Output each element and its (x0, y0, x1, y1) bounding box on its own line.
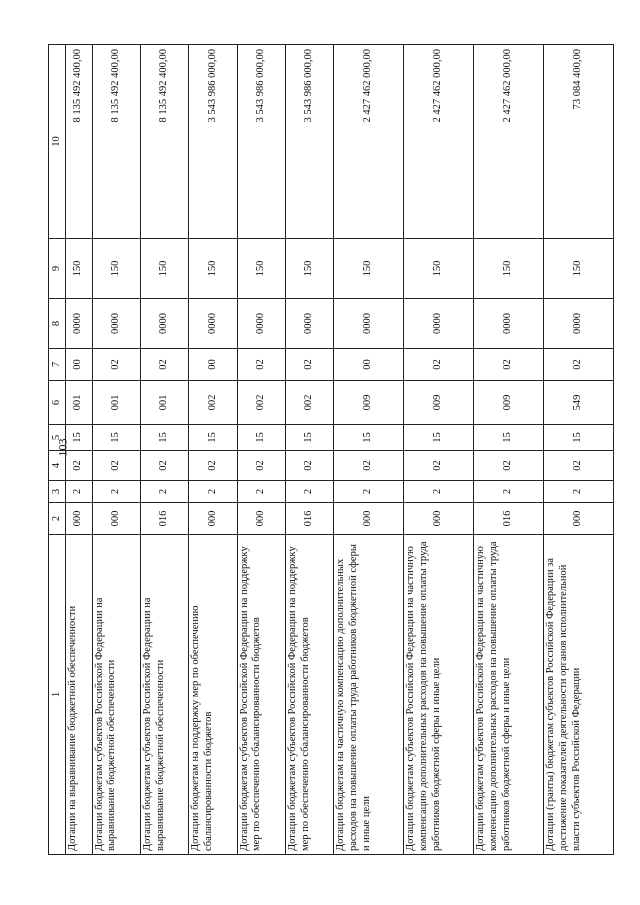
subgroup-cell: 02 (237, 451, 285, 481)
article-cell: 15 (544, 425, 614, 451)
classification-cell: 150 (237, 239, 285, 299)
group-cell: 2 (92, 481, 140, 503)
program-cell: 0000 (404, 299, 474, 349)
table-row (237, 45, 285, 855)
admin-code-cell: 000 (66, 503, 93, 535)
subgroup-cell: 02 (92, 451, 140, 481)
amount-cell: 73 084 400,00 (544, 45, 614, 239)
subgroup-cell: 02 (474, 451, 544, 481)
amount-cell: 8 135 492 400,00 (66, 45, 93, 239)
amount-cell: 2 427 462 000,00 (334, 45, 404, 239)
amount-cell: 8 135 492 400,00 (92, 45, 140, 239)
subgroup-cell: 02 (404, 451, 474, 481)
subarticle-cell: 002 (237, 381, 285, 425)
table-container (48, 45, 614, 855)
amount-cell: 2 427 462 000,00 (474, 45, 544, 239)
article-cell: 15 (237, 425, 285, 451)
row-name-cell: Дотации бюджетам на поддержку мер по обеспечению сбалансированности бюджетов (189, 535, 237, 855)
article-cell: 15 (474, 425, 544, 451)
row-name-cell: Дотации на выравнивание бюджетной обеспеченности (66, 535, 93, 855)
group-cell: 2 (66, 481, 93, 503)
subarticle-cell: 001 (141, 381, 189, 425)
admin-code-cell: 000 (334, 503, 404, 535)
element-cell: 02 (92, 349, 140, 381)
article-cell: 15 (285, 425, 333, 451)
table-row (334, 45, 404, 855)
subarticle-cell: 549 (544, 381, 614, 425)
table-row (66, 45, 93, 855)
article-cell: 15 (189, 425, 237, 451)
table-row (92, 45, 140, 855)
program-cell: 0000 (92, 299, 140, 349)
row-name-cell: Дотации (гранты) бюджетам субъектов Российской Федерации за достижение показателей деятельности органов исполнительной власти субъектов Российской Федерации (544, 535, 614, 855)
col-header-1: 1 (49, 535, 66, 855)
classification-cell: 150 (285, 239, 333, 299)
subarticle-cell: 002 (285, 381, 333, 425)
header-row (49, 45, 66, 855)
program-cell: 0000 (474, 299, 544, 349)
row-name-cell: Дотации бюджетам субъектов Российской Федерации на выравнивание бюджетной обеспеченности (92, 535, 140, 855)
subarticle-cell: 002 (189, 381, 237, 425)
element-cell: 02 (285, 349, 333, 381)
col-header-9: 9 (49, 239, 66, 299)
subgroup-cell: 02 (544, 451, 614, 481)
admin-code-cell: 000 (404, 503, 474, 535)
row-name-cell: Дотации бюджетам субъектов Российской Федерации на частичную компенсацию дополнительных расходов на повышение оплаты труда работников бюджетной сферы и иные цели (474, 535, 544, 855)
col-header-3: 3 (49, 481, 66, 503)
col-header-2: 2 (49, 503, 66, 535)
amount-cell: 3 543 986 000,00 (189, 45, 237, 239)
subgroup-cell: 02 (66, 451, 93, 481)
subgroup-cell: 02 (141, 451, 189, 481)
amount-cell: 2 427 462 000,00 (404, 45, 474, 239)
article-cell: 15 (66, 425, 93, 451)
rotated-page (48, 45, 614, 855)
table-row (141, 45, 189, 855)
subarticle-cell: 001 (66, 381, 93, 425)
group-cell: 2 (334, 481, 404, 503)
table-row (404, 45, 474, 855)
classification-cell: 150 (92, 239, 140, 299)
subgroup-cell: 02 (285, 451, 333, 481)
admin-code-cell: 000 (189, 503, 237, 535)
admin-code-cell: 000 (92, 503, 140, 535)
article-cell: 15 (141, 425, 189, 451)
program-cell: 0000 (334, 299, 404, 349)
subarticle-cell: 001 (92, 381, 140, 425)
row-name-cell: Дотации бюджетам субъектов Российской Федерации на поддержку мер по обеспечению сбалансированности бюджетов (285, 535, 333, 855)
amount-cell: 3 543 986 000,00 (237, 45, 285, 239)
group-cell: 2 (189, 481, 237, 503)
col-header-5: 5 (49, 425, 66, 451)
budget-table (48, 44, 614, 855)
element-cell: 00 (66, 349, 93, 381)
element-cell: 02 (141, 349, 189, 381)
classification-cell: 150 (404, 239, 474, 299)
group-cell: 2 (141, 481, 189, 503)
table-row (285, 45, 333, 855)
subarticle-cell: 009 (474, 381, 544, 425)
element-cell: 02 (237, 349, 285, 381)
classification-cell: 150 (66, 239, 93, 299)
admin-code-cell: 016 (141, 503, 189, 535)
subarticle-cell: 009 (334, 381, 404, 425)
program-cell: 0000 (285, 299, 333, 349)
classification-cell: 150 (334, 239, 404, 299)
article-cell: 15 (334, 425, 404, 451)
admin-code-cell: 000 (544, 503, 614, 535)
group-cell: 2 (285, 481, 333, 503)
col-header-10: 10 (49, 45, 66, 239)
table-row (474, 45, 544, 855)
amount-cell: 8 135 492 400,00 (141, 45, 189, 239)
group-cell: 2 (404, 481, 474, 503)
row-name-cell: Дотации бюджетам субъектов Российской Федерации на поддержку мер по обеспечению сбалансированности бюджетов (237, 535, 285, 855)
amount-cell: 3 543 986 000,00 (285, 45, 333, 239)
article-cell: 15 (404, 425, 474, 451)
row-name-cell: Дотации бюджетам на частичную компенсацию дополнительных расходов на повышение оплаты труда работников бюджетной сферы и иные цели (334, 535, 404, 855)
admin-code-cell: 000 (237, 503, 285, 535)
program-cell: 0000 (141, 299, 189, 349)
program-cell: 0000 (237, 299, 285, 349)
admin-code-cell: 016 (285, 503, 333, 535)
page-number: 103 (55, 438, 70, 457)
group-cell: 2 (474, 481, 544, 503)
program-cell: 0000 (189, 299, 237, 349)
article-cell: 15 (92, 425, 140, 451)
col-header-6: 6 (49, 381, 66, 425)
element-cell: 02 (544, 349, 614, 381)
element-cell: 02 (474, 349, 544, 381)
subgroup-cell: 02 (189, 451, 237, 481)
table-row (189, 45, 237, 855)
col-header-7: 7 (49, 349, 66, 381)
table-row (544, 45, 614, 855)
subgroup-cell: 02 (334, 451, 404, 481)
group-cell: 2 (237, 481, 285, 503)
program-cell: 0000 (66, 299, 93, 349)
admin-code-cell: 016 (474, 503, 544, 535)
col-header-8: 8 (49, 299, 66, 349)
col-header-4: 4 (49, 451, 66, 481)
program-cell: 0000 (544, 299, 614, 349)
classification-cell: 150 (474, 239, 544, 299)
row-name-cell: Дотации бюджетам субъектов Российской Федерации на частичную компенсацию дополнительных расходов на повышение оплаты труда работников бюджетной сферы и иные цели (404, 535, 474, 855)
classification-cell: 150 (189, 239, 237, 299)
row-name-cell: Дотации бюджетам субъектов Российской Федерации на выравнивание бюджетной обеспеченности (141, 535, 189, 855)
element-cell: 00 (334, 349, 404, 381)
classification-cell: 150 (141, 239, 189, 299)
element-cell: 02 (404, 349, 474, 381)
group-cell: 2 (544, 481, 614, 503)
subarticle-cell: 009 (404, 381, 474, 425)
classification-cell: 150 (544, 239, 614, 299)
element-cell: 00 (189, 349, 237, 381)
